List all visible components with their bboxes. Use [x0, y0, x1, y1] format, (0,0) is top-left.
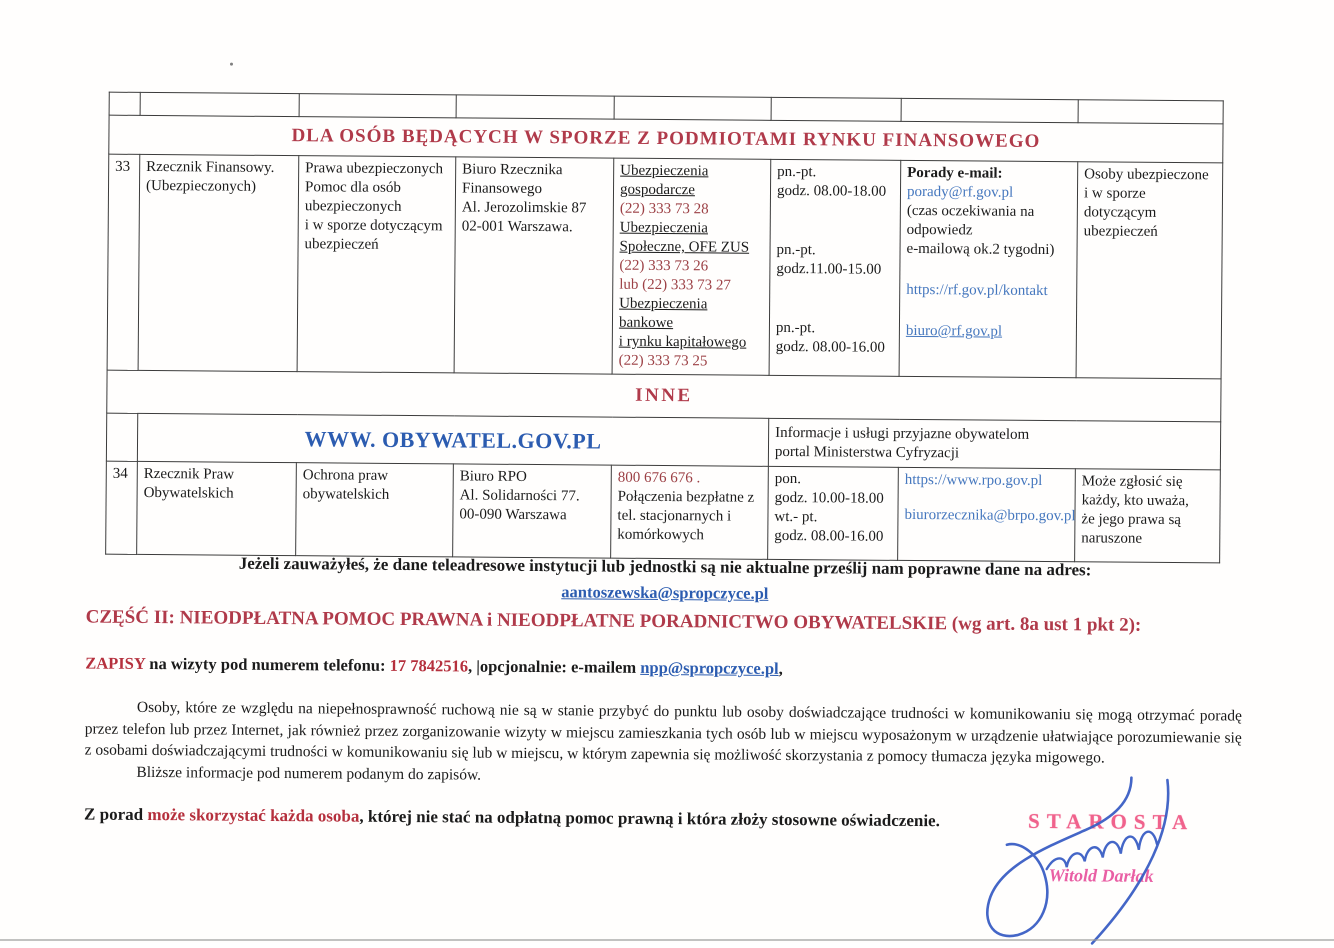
scope-line: Pomoc dla osób [304, 179, 401, 196]
phone-number: 800 676 676 . [617, 469, 701, 487]
eligible-line: naruszone [1081, 530, 1143, 547]
appointments-email-link[interactable]: npp@spropczyce.pl [640, 657, 779, 678]
empty-cell [771, 97, 901, 121]
scan-speck [230, 63, 233, 66]
website-link[interactable]: https://www.rpo.gov.pl [904, 471, 1043, 490]
empty-cell [1078, 100, 1223, 124]
zapisy-text: , [778, 658, 783, 678]
address-line: Biuro Rzecznika [462, 161, 563, 179]
institution-line: (Ubezpieczonych) [145, 177, 257, 195]
starosta-name-stamp: Witold Darłak [1048, 865, 1154, 886]
row-34-number-cell [106, 461, 138, 554]
eligible-line: Osoby ubezpieczone [1084, 166, 1209, 184]
email-note-line: e-mailową ok.2 tygodni) [906, 240, 1055, 259]
phone-number: (22) 333 73 25 [618, 352, 708, 370]
handwritten-signature [980, 773, 1206, 947]
row-34-scope-cell [296, 463, 454, 557]
row-33-scope-cell [297, 156, 456, 373]
address-line: 00-090 Warszawa [459, 506, 567, 524]
empty-cell [140, 92, 299, 116]
row-34-institution-cell [137, 461, 297, 555]
row-33-contact-cell [899, 160, 1078, 377]
institution-line: Rzecznik Praw [143, 465, 235, 483]
phone-category-label: Ubezpieczenia [620, 162, 709, 180]
phone-category-label: Ubezpieczenia bankowe [618, 295, 708, 332]
scan-bottom-edge [0, 939, 1334, 941]
row-34-phone-cell [611, 465, 769, 559]
email-note-line: (czas oczekiwania na [906, 202, 1035, 220]
scope-line: ubezpieczonych [304, 198, 402, 215]
address-line: 02-001 Warszawa. [461, 218, 573, 236]
phone-category-label: Społeczne, OFE ZUS [619, 238, 750, 256]
section-other-title: INNE [635, 384, 693, 406]
address-line: Biuro RPO [459, 468, 527, 485]
institution-line: Obywatelskich [143, 484, 234, 502]
row-33-number-cell [107, 154, 140, 370]
section-financial-title: DLA OSÓB BĘDĄCYCH W SPORZE Z PODMIOTAMI RYNKU FINANSOWEGO [291, 124, 1041, 152]
phone-note-line: tel. stacjonarnych i [617, 507, 732, 525]
scope-line: obywatelskich [302, 486, 390, 503]
phone-number: lub (22) 333 73 27 [619, 276, 732, 294]
email-link[interactable]: biurorzecznika@brpo.gov.pl [904, 506, 1076, 525]
phone-category-label: i rynku kapitałowego [618, 333, 747, 351]
row-33-institution-cell [138, 154, 299, 371]
email-link[interactable]: porady@rf.gov.pl [906, 183, 1014, 201]
hours-days: pn.-pt. [777, 163, 817, 181]
phone-note-line: Połączenia bezpłatne z [617, 488, 755, 506]
empty-cell [614, 96, 771, 120]
row-number: 33 [115, 158, 131, 175]
row-33-hours-cell [769, 159, 901, 376]
scope-line: ubezpieczeń [304, 236, 379, 253]
portal-row [106, 413, 1220, 470]
email-note-line: odpowiedz [906, 221, 973, 239]
row-34-contact-cell [898, 467, 1076, 561]
empty-cell [456, 95, 614, 119]
scope-line: Prawa ubezpieczonych [305, 160, 444, 178]
part2-heading: CZĘŚĆ II: NIEODPŁATNA POMOC PRAWNA i NIEODPŁATNE PORADNICTWO OBYWATELSKIE (wg art. 8a ust 1 pkt 2): [85, 606, 1142, 636]
empty-cell [901, 98, 1078, 122]
portal-description-cell [768, 418, 1220, 470]
phone-category-label: Ubezpieczenia [619, 219, 709, 237]
hours-time: godz. 08.00-16.00 [774, 527, 884, 545]
empty-cell [106, 413, 137, 461]
hours-days: wt.- pt. [774, 508, 818, 526]
institutions-table [105, 92, 1224, 564]
phone-note-line: komórkowych [617, 526, 705, 544]
row-34-eligible-cell [1075, 469, 1221, 563]
hours-time: godz. 08.00-16.00 [775, 338, 886, 356]
appointments-line [85, 653, 1265, 682]
hours-days: pn.-pt. [775, 319, 816, 337]
email-link[interactable]: biuro@rf.gov.pl [905, 322, 1003, 340]
update-notice: Jeżeli zauważyłeś, że dane teleadresowe instytucji lub jednostki są nie aktualne prześlij nam poprawne dane na adres: [238, 553, 1092, 580]
table-row [107, 154, 1223, 379]
eligible-line: ubezpieczeń [1083, 223, 1158, 240]
phone-number: (22) 333 73 28 [619, 200, 709, 218]
eligible-line: Może zgłosić się [1081, 473, 1183, 491]
paragraph-main-text: Osoby, które ze względu na niepełnosprawność ruchową nie są w stanie przybyć do punktu lub osoby doświadczające trudności w komunikowaniu się mogą otrzymać poradę przez telefon lub przez Internet, jak również przez zorganizowanie wizyty w miejscu zamieszkania tych osób lub w miejscu wyposażonym w urządzenie ułatwiające porozumiewanie się z osobami doświadczającymi trudności w komunikowaniu się lub w miejscu, w którym zapewnia się możliwość skorzystania z pomocy tłumacza języka migowego. [84, 698, 1242, 767]
hours-time: godz.11.00-15.00 [776, 260, 882, 278]
website-link[interactable]: https://rf.gov.pl/kontakt [906, 281, 1048, 300]
starosta-stamp: STAROSTA [1027, 808, 1195, 835]
row-number: 34 [112, 465, 128, 482]
update-notice-email-line [0, 578, 1332, 608]
hours-time: godz. 08.00-18.00 [776, 182, 887, 200]
phone-category-label: gospodarcze [619, 181, 696, 199]
scope-line: i w sporze dotyczącym [304, 217, 443, 235]
phone-number: (22) 333 73 26 [619, 257, 709, 275]
zapisy-text: na wizyty pod numerem telefonu: [145, 653, 390, 675]
footer-text: Z porad [84, 804, 148, 824]
address-line: Al. Solidarności 77. [459, 487, 580, 505]
portal-description-line: Informacje i usługi przyjazne obywatelom [775, 424, 1030, 443]
email-heading: Porady e-mail: [907, 164, 1003, 182]
footer-text: , której nie stać na odpłatną pomoc prawną i która złoży stosowne oświadczenie. [359, 806, 940, 831]
zapisy-text: , |opcjonalnie: e-mailem [467, 656, 641, 677]
row-34-address-cell [453, 464, 612, 558]
row-34-hours-cell [768, 466, 899, 560]
zapisy-label: ZAPISY [85, 653, 146, 673]
eligible-line: każdy, kto uważa, [1081, 492, 1189, 510]
hours-time: godz. 10.00-18.00 [774, 489, 884, 507]
eligible-line: dotyczącym [1083, 204, 1157, 221]
contact-email-link[interactable]: aantoszewska@spropczyce.pl [561, 582, 769, 603]
table-row [106, 461, 1221, 563]
eligible-line: i w sporze [1083, 185, 1146, 202]
eligible-line: że jego prawa są [1081, 511, 1182, 529]
empty-cell [299, 94, 456, 118]
portal-url[interactable]: WWW. OBYWATEL.GOV.PL [137, 413, 768, 466]
paragraph-last-line: Bliższe informacje pod numerem podanym do zapisów. [136, 763, 482, 784]
address-line: Al. Jerozolimskie 87 [461, 199, 587, 217]
row-33-phones-cell [612, 158, 771, 375]
scope-line: Ochrona praw [302, 467, 389, 484]
row-33-eligible-cell [1076, 162, 1223, 379]
institution-line: Rzecznik Finansowy. [146, 158, 275, 176]
hours-days: pn.-pt. [776, 241, 816, 259]
row-33-address-cell [454, 157, 614, 374]
portal-description-line: portal Ministerstwa Cyfryzacji [774, 443, 960, 461]
empty-cell [109, 92, 140, 115]
appointments-phone: 17 7842516 [389, 655, 469, 676]
hours-days: pon. [774, 470, 802, 488]
footer-highlight: może skorzystać każda osoba [147, 804, 360, 826]
address-line: Finansowego [461, 180, 543, 198]
